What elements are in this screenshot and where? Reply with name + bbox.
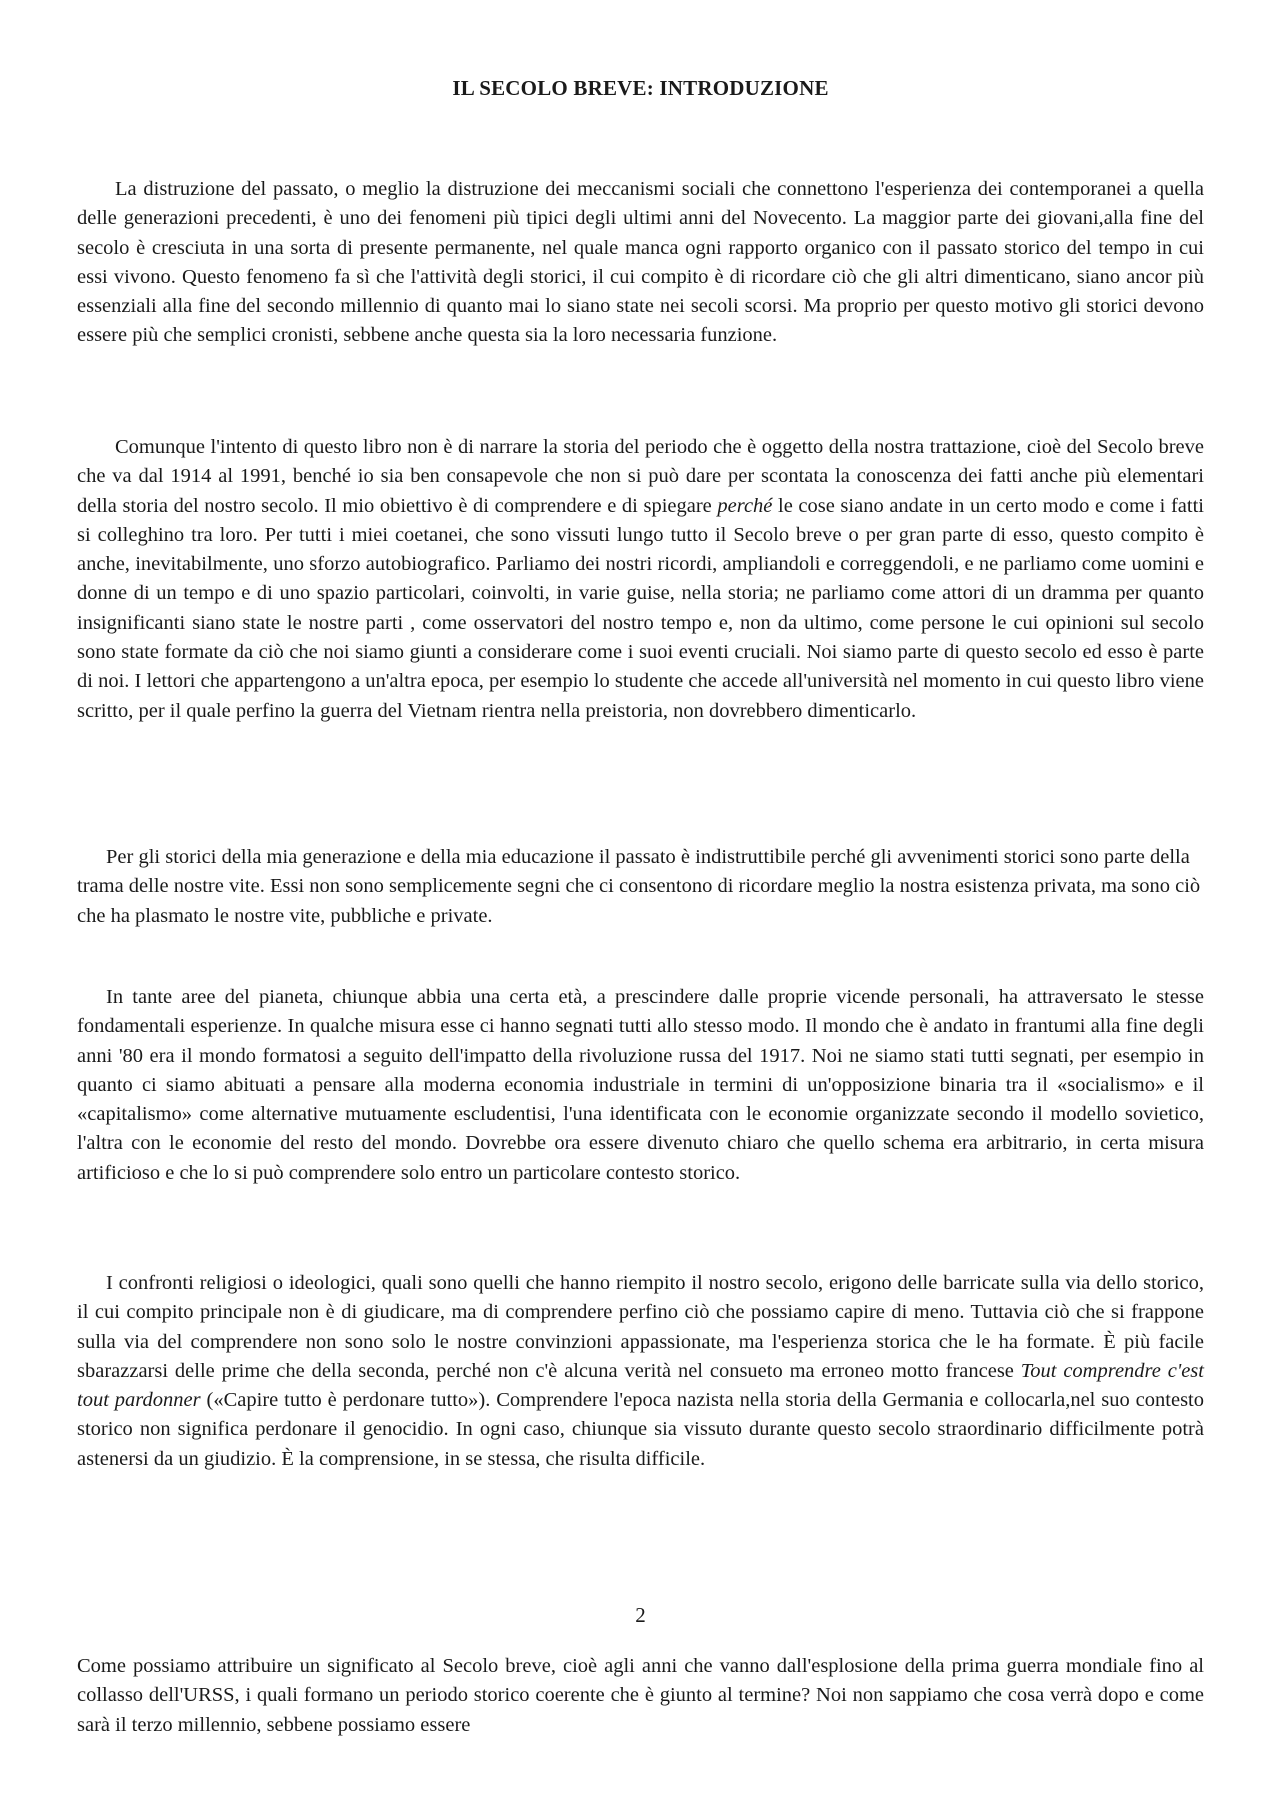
page-number: 2	[635, 1603, 646, 1627]
paragraph-5-italic-motto: Tout comprendre c'est tout pardonner	[77, 1359, 1204, 1412]
paragraph-6	[77, 1652, 1204, 1740]
paragraph-1-text: La distruzione del passato, o meglio la distruzione dei meccanismi sociali che connettono l'esperienza dei contemporanei a quella delle generazioni precedenti, è uno dei fenomeni più tipici degli ultimi anni del Novecento. La maggior parte dei giovani,alla fine del secolo è cresciuta in una sorta di presente permanente, nel quale manca ogni rapporto organico con il passato storico del tempo in cui essi vivono. Questo fenomeno fa sì che l'attività degli storici, il cui compito è di ricordare ciò che gli altri dimenticano, siano ancor più essenziali alla fine del secondo millennio di quanto mai lo siano state nei secoli scorsi. Ma proprio per questo motivo gli storici devono essere più che semplici cronisti, sebbene anche questa sia la loro necessaria funzione.	[77, 178, 1204, 347]
paragraph-1	[77, 175, 1204, 351]
document-title: IL SECOLO BREVE: INTRODUZIONE	[452, 76, 829, 100]
paragraph-3	[77, 843, 1204, 931]
paragraph-2-text-b: le cose siano andate in un certo modo e come i fatti si colleghino tra loro. Per tutti i miei coetanei, che sono vissuti lungo tutto il Secolo breve o per gran parte di esso, questo compito è anche, inevitabilmente, uno sforzo autobiografico. Parliamo dei nostri ricordi, ampliandoli e correggendoli, e ne parliamo come uomini e donne di un tempo e di uno spazio particolari, coinvolti, in varie guise, nella storia; ne parliamo come attori di un dramma per quanto insignificanti siano state le nostre parti , come osservatori del nostro tempo e, non da ultimo, come persone le cui opinioni sul secolo sono state formate da ciò che noi siamo giunti a considerare come i suoi eventi cruciali. Noi siamo parte di questo secolo ed esso è parte di noi. I lettori che appartengono a un'altra epoca, per esempio lo studente che accede all'università nel momento in cui questo libro viene scritto, per il quale perfino la guerra del Vietnam rientra nella preistoria, non dovrebbero dimenticarlo.	[77, 494, 1204, 722]
paragraph-4	[77, 983, 1204, 1188]
paragraph-5	[77, 1269, 1204, 1474]
paragraph-5-text-b: («Capire tutto è perdonare tutto»). Comprendere l'epoca nazista nella storia della Germania e collocarla,nel suo contesto storico non significa perdonare il genocidio. In ogni caso, chiunque sia vissuto durante questo secolo straordinario difficilmente potrà astenersi da un giudizio. È la comprensione, in se stessa, che risulta difficile.	[77, 1389, 1204, 1470]
paragraph-5-text-a: I confronti religiosi o ideologici, quali sono quelli che hanno riempito il nostro secolo, erigono delle barricate sulla via dello storico, il cui compito principale non è di giudicare, ma di comprendere perfino ciò che possiamo capire di meno. Tuttavia ciò che si frappone sulla via del comprendere non sono solo le nostre convinzioni appassionate, ma l'esperienza storica che le ha formate. È più facile sbarazzarsi delle prime che della seconda, perché non c'è alcuna verità nel consueto ma erroneo motto francese	[77, 1272, 1204, 1382]
paragraph-6-text: Come possiamo attribuire un significato al Secolo breve, cioè agli anni che vanno dall'esplosione della prima guerra mondiale fino al collasso dell'URSS, i quali formano un periodo storico coerente che è giunto al termine? Noi non sappiamo che cosa verrà dopo e come sarà il terzo millennio, sebbene possiamo essere	[77, 1655, 1204, 1736]
paragraph-4-text: In tante aree del pianeta, chiunque abbia una certa età, a prescindere dalle proprie vicende personali, ha attraversato le stesse fondamentali esperienze. In qualche misura esse ci hanno segnati tutti allo stesso modo. Il mondo che è andato in frantumi alla fine degli anni '80 era il mondo formatosi a seguito dell'impatto della rivoluzione russa del 1917. Noi ne siamo stati tutti segnati, per esempio in quanto ci siamo abituati a pensare alla moderna economia industriale in termini di un'opposizione binaria tra il «socialismo» e il «capitalismo» come alternative mutuamente escludentisi, l'una identificata con le economie organizzate secondo il modello sovietico, l'altra con le economie del resto del mondo. Dovrebbe ora essere divenuto chiaro che quello schema era arbitrario, in certa misura artificioso e che lo si può comprendere solo entro un particolare contesto storico.	[77, 986, 1204, 1184]
paragraph-3-text: Per gli storici della mia generazione e della mia educazione il passato è indistruttibile perché gli avvenimenti storici sono parte della trama delle nostre vite. Essi non sono semplicemente segni che ci consentono di ricordare meglio la nostra esistenza privata, ma sono ciò che ha plasmato le nostre vite, pubbliche e private.	[77, 846, 1201, 927]
paragraph-2	[77, 433, 1204, 726]
paragraph-2-text-a: Comunque l'intento di questo libro non è di narrare la storia del periodo che è oggetto della nostra trattazione, cioè del Secolo breve che va dal 1914 al 1991, benché io sia ben consapevole che non si può dare per scontata la conoscenza dei fatti anche più elementari della storia del nostro secolo. Il mio obiettivo è di comprendere e di spiegare	[77, 436, 1204, 517]
paragraph-2-italic-perche: perché	[717, 494, 773, 517]
